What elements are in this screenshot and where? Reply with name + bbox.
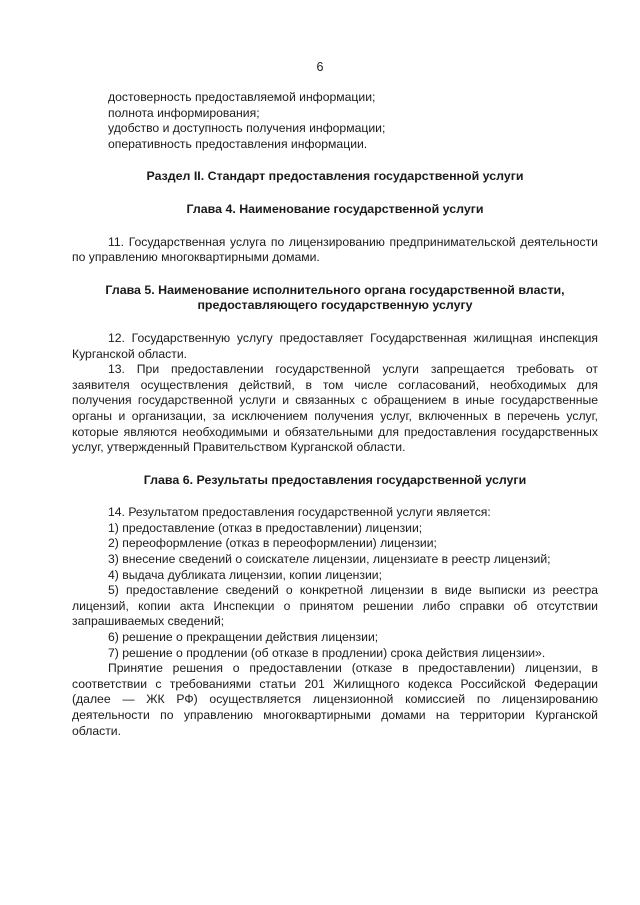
- result-list-item: 2) переоформление (отказ в переоформлении) лицензии;: [108, 536, 437, 551]
- intro-line: оперативность предоставления информации.: [108, 136, 368, 151]
- page-number: 6: [316, 60, 324, 74]
- paragraph-11: 11. Государственная услуга по лицензированию предпринимательской деятельности по управлению многоквартирными домами.: [72, 234, 598, 265]
- spacer: [72, 152, 598, 169]
- result-list-item: 1) предоставление (отказ в предоставлении) лицензии;: [108, 520, 423, 535]
- intro-line: полнота информирования;: [108, 105, 260, 120]
- chapter-5-title-line-1: Глава 5. Наименование исполнительного органа государственной власти,: [105, 282, 565, 297]
- paragraph-13: 13. При предоставлении государственной услуги запрещается требовать от заявителя осуществления действий, в том числе согласований, необходимых для получения государственной услуги и связанных с обращением в иные государственные органы и организации, за исключением получения услуг, включенных в перечень услуг, которые являются необходимыми и обязательными для предоставления государственных услуг, утвержденный Правительством Курганской области.: [72, 362, 598, 455]
- spacer: [72, 218, 598, 235]
- spacer: [72, 266, 598, 283]
- paragraph-12: 12. Государственную услугу предоставляет Государственная жилищная инспекция Курганской области.: [72, 330, 598, 361]
- final-paragraph: Принятие решения о предоставлении (отказе в предоставлении) лицензии, в соответствии с требованиями статьи 201 Жилищного кодекса Российской Федерации (далее — ЖК РФ) осуществляется лицензионной комиссией по лицензированию деятельности по управлению многоквартирными домами на территории Курганской области.: [72, 661, 598, 738]
- spacer: [72, 456, 598, 473]
- spacer: [72, 185, 598, 202]
- result-list-item: 3) внесение сведений о соискателе лицензии, лицензиате в реестр лицензий;: [108, 552, 551, 567]
- chapter-5-title-line-2: предоставляющего государственную услугу: [197, 298, 473, 313]
- result-list-item: 7) решение о продлении (об отказе в продлении) срока действия лицензии».: [108, 645, 546, 660]
- intro-line: удобство и доступность получения информации;: [108, 121, 386, 136]
- chapter-4-title: Глава 4. Наименование государственной услуги: [186, 201, 484, 216]
- intro-line: достоверность предоставляемой информации;: [108, 90, 376, 104]
- document-body: [72, 90, 598, 739]
- spacer: [72, 488, 598, 505]
- paragraph-14-intro: 14. Результатом предоставления государственной услуги является:: [108, 505, 491, 520]
- result-list-item: 4) выдача дубликата лицензии, копии лицензии;: [108, 567, 382, 582]
- chapter-6-title: Глава 6. Результаты предоставления государственной услуги: [143, 472, 527, 487]
- section-title: Раздел II. Стандарт предоставления государственной услуги: [146, 169, 524, 184]
- spacer: [72, 314, 598, 331]
- result-list-item: 5) предоставление сведений о конкретной лицензии в виде выписки из реестра лицензий, копии акта Инспекции о принятом решении либо справки об отсутствии запрашиваемых сведений;: [72, 583, 598, 629]
- result-list-item: 6) решение о прекращении действия лицензии;: [108, 630, 379, 645]
